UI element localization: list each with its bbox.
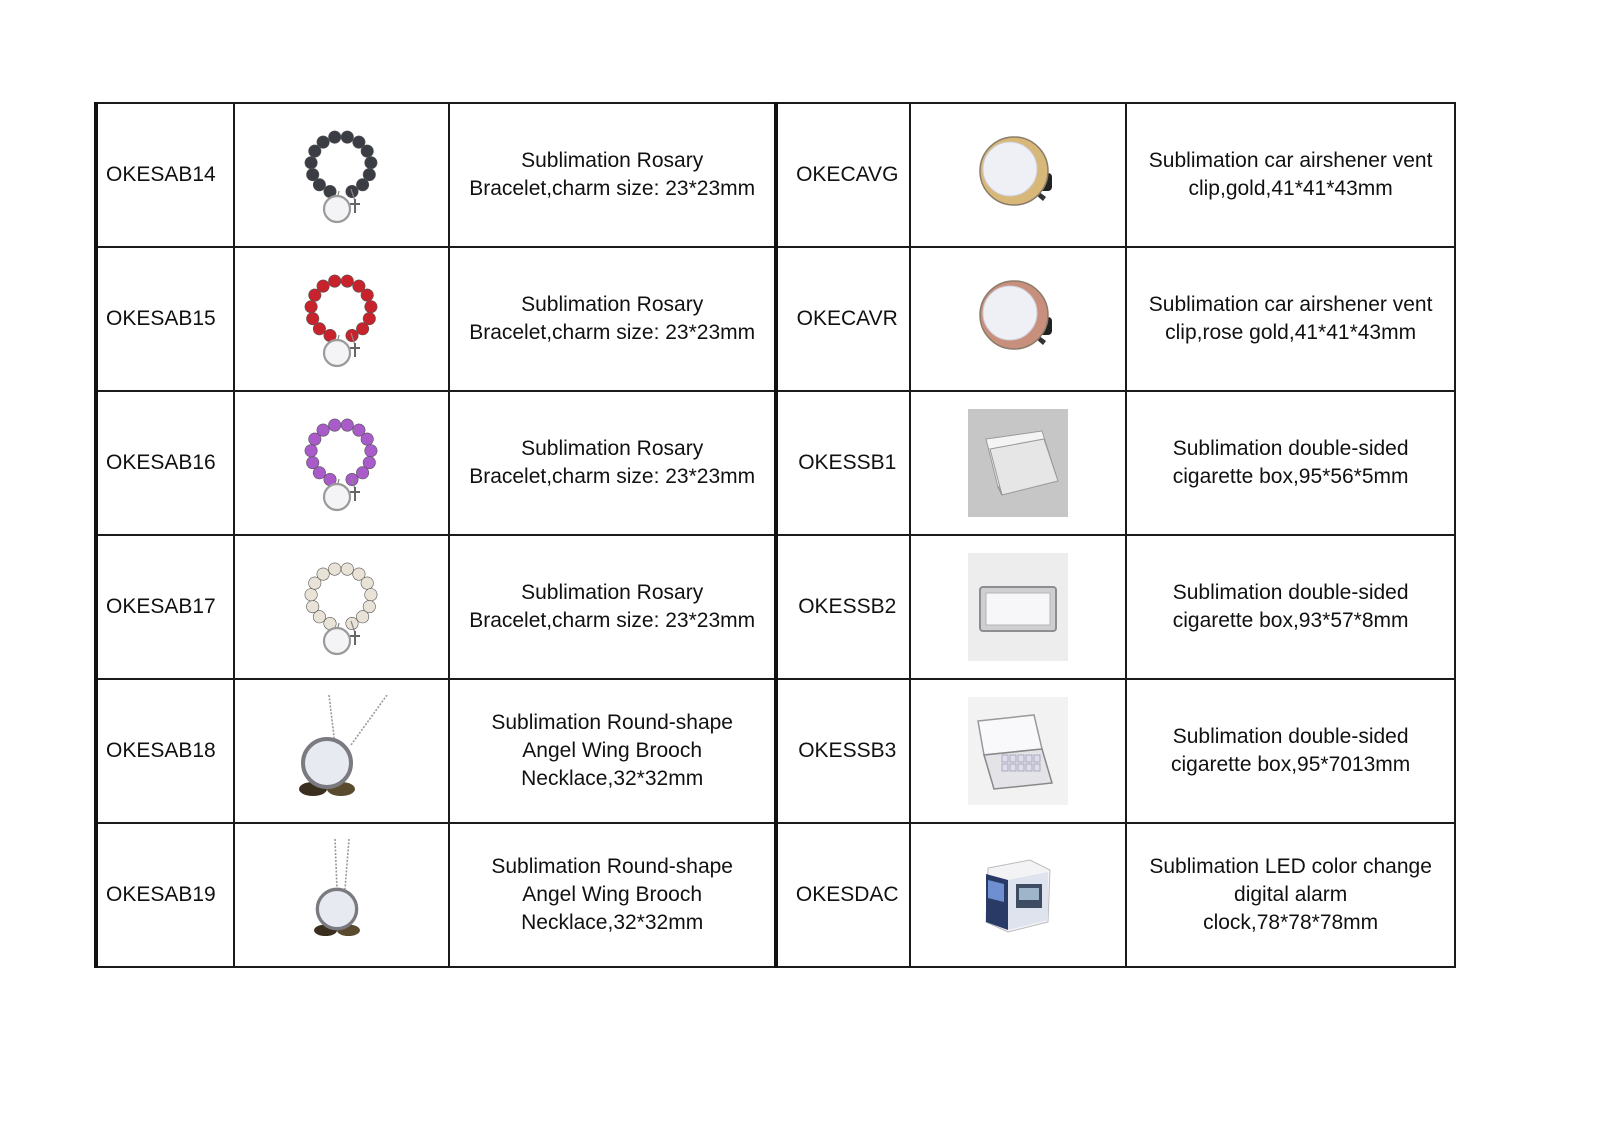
product-photo-cell [234,535,450,679]
cigarette-box-slim-icon [911,393,1126,533]
product-description-line: cigarette box,93*57*8mm [1172,609,1409,632]
product-description-line: Sublimation car airshener vent [1148,149,1433,172]
product-description-line: Angel Wing Brooch [522,883,703,906]
product-description-line: clock,78*78*78mm [1203,911,1379,934]
product-sku-cell [96,247,234,391]
product-description-line: digital alarm [1234,883,1348,906]
product-photo-cell [910,103,1127,247]
product-description-cell [1126,823,1455,967]
product-description-line: Bracelet,charm size: 23*23mm [469,609,756,632]
product-description-cell [449,391,776,535]
rosary-bracelet-pearl-icon [235,537,449,677]
product-sku-cell [96,535,234,679]
product-description-cell [1126,103,1455,247]
product-description-line: Necklace,32*32mm [521,767,704,790]
product-sku-cell [776,679,910,823]
product-description-line: Sublimation car airshener vent [1148,293,1433,316]
table-row [96,823,1455,967]
product-description-cell [1126,679,1455,823]
product-description-line: cigarette box,95*7013mm [1170,753,1411,776]
led-alarm-clock-icon [911,825,1126,965]
car-vent-clip-gold-icon [911,105,1126,245]
car-vent-clip-rose-gold-icon [911,249,1126,389]
rosary-bracelet-black-icon [235,105,449,245]
angel-wing-necklace-small-icon [235,825,449,965]
cigarette-box-open-icon [911,681,1126,821]
product-photo-cell [234,823,450,967]
product-description-line: cigarette box,95*56*5mm [1172,465,1409,488]
product-table [94,102,1456,968]
product-description-line: Bracelet,charm size: 23*23mm [469,465,756,488]
product-photo-cell [910,391,1127,535]
product-description-cell [449,823,776,967]
product-sku: OKESSB1 [798,451,897,474]
product-sku: OKESDAC [795,883,899,906]
angel-wing-necklace-icon [235,681,449,821]
product-description-cell [449,679,776,823]
product-description-line: Sublimation Rosary [521,293,704,316]
product-description-line: Sublimation Round-shape [491,855,733,878]
cigarette-box-flat-icon [911,537,1126,677]
product-sku: OKESAB16 [106,451,216,474]
product-sku: OKESAB19 [106,883,216,906]
product-sku-cell [96,391,234,535]
product-description-cell [1126,391,1455,535]
product-sku-cell [776,247,910,391]
product-sku-cell [776,103,910,247]
product-description-line: Angel Wing Brooch [522,739,703,762]
product-photo-cell [234,679,450,823]
table-row [96,679,1455,823]
product-description-line: Bracelet,charm size: 23*23mm [469,321,756,344]
product-description-line: Sublimation Rosary [521,581,704,604]
product-description-line: clip,rose gold,41*41*43mm [1165,321,1417,344]
rosary-bracelet-red-icon [235,249,449,389]
product-sku-cell [776,535,910,679]
product-description-line: Sublimation double-sided [1172,725,1409,748]
product-description-cell [449,247,776,391]
product-photo-cell [234,391,450,535]
product-photo-cell [910,535,1127,679]
product-sku: OKESAB18 [106,739,216,762]
product-photo-cell [910,823,1127,967]
product-sku: OKESAB15 [106,307,216,330]
product-description-line: Sublimation double-sided [1172,581,1409,604]
product-description-line: Sublimation Rosary [521,437,704,460]
product-description-line: clip,gold,41*41*43mm [1188,177,1393,200]
product-sku: OKESSB3 [798,739,897,762]
product-sku: OKECAVG [796,163,899,186]
product-description-line: Sublimation Rosary [521,149,704,172]
product-sku: OKESAB17 [106,595,216,618]
product-sku-cell [96,679,234,823]
product-description-line: Sublimation LED color change [1149,855,1432,878]
table-row [96,247,1455,391]
product-photo-cell [234,103,450,247]
product-photo-cell [910,679,1127,823]
table-row [96,391,1455,535]
product-sku-cell [776,823,910,967]
product-description-cell [1126,535,1455,679]
product-description-cell [449,535,776,679]
product-description-line: Sublimation double-sided [1172,437,1409,460]
product-sku: OKESAB14 [106,163,216,186]
table-row [96,535,1455,679]
product-sku-cell [96,103,234,247]
product-sku: OKECAVR [796,307,898,330]
product-table-body [96,103,1455,967]
product-sku-cell [96,823,234,967]
product-sku: OKESSB2 [798,595,897,618]
rosary-bracelet-purple-icon [235,393,449,533]
product-photo-cell [234,247,450,391]
product-description-line: Necklace,32*32mm [521,911,704,934]
product-description-cell [1126,247,1455,391]
product-description-line: Bracelet,charm size: 23*23mm [469,177,756,200]
product-photo-cell [910,247,1127,391]
product-sku-cell [776,391,910,535]
product-description-cell [449,103,776,247]
table-row [96,103,1455,247]
product-description-line: Sublimation Round-shape [491,711,733,734]
